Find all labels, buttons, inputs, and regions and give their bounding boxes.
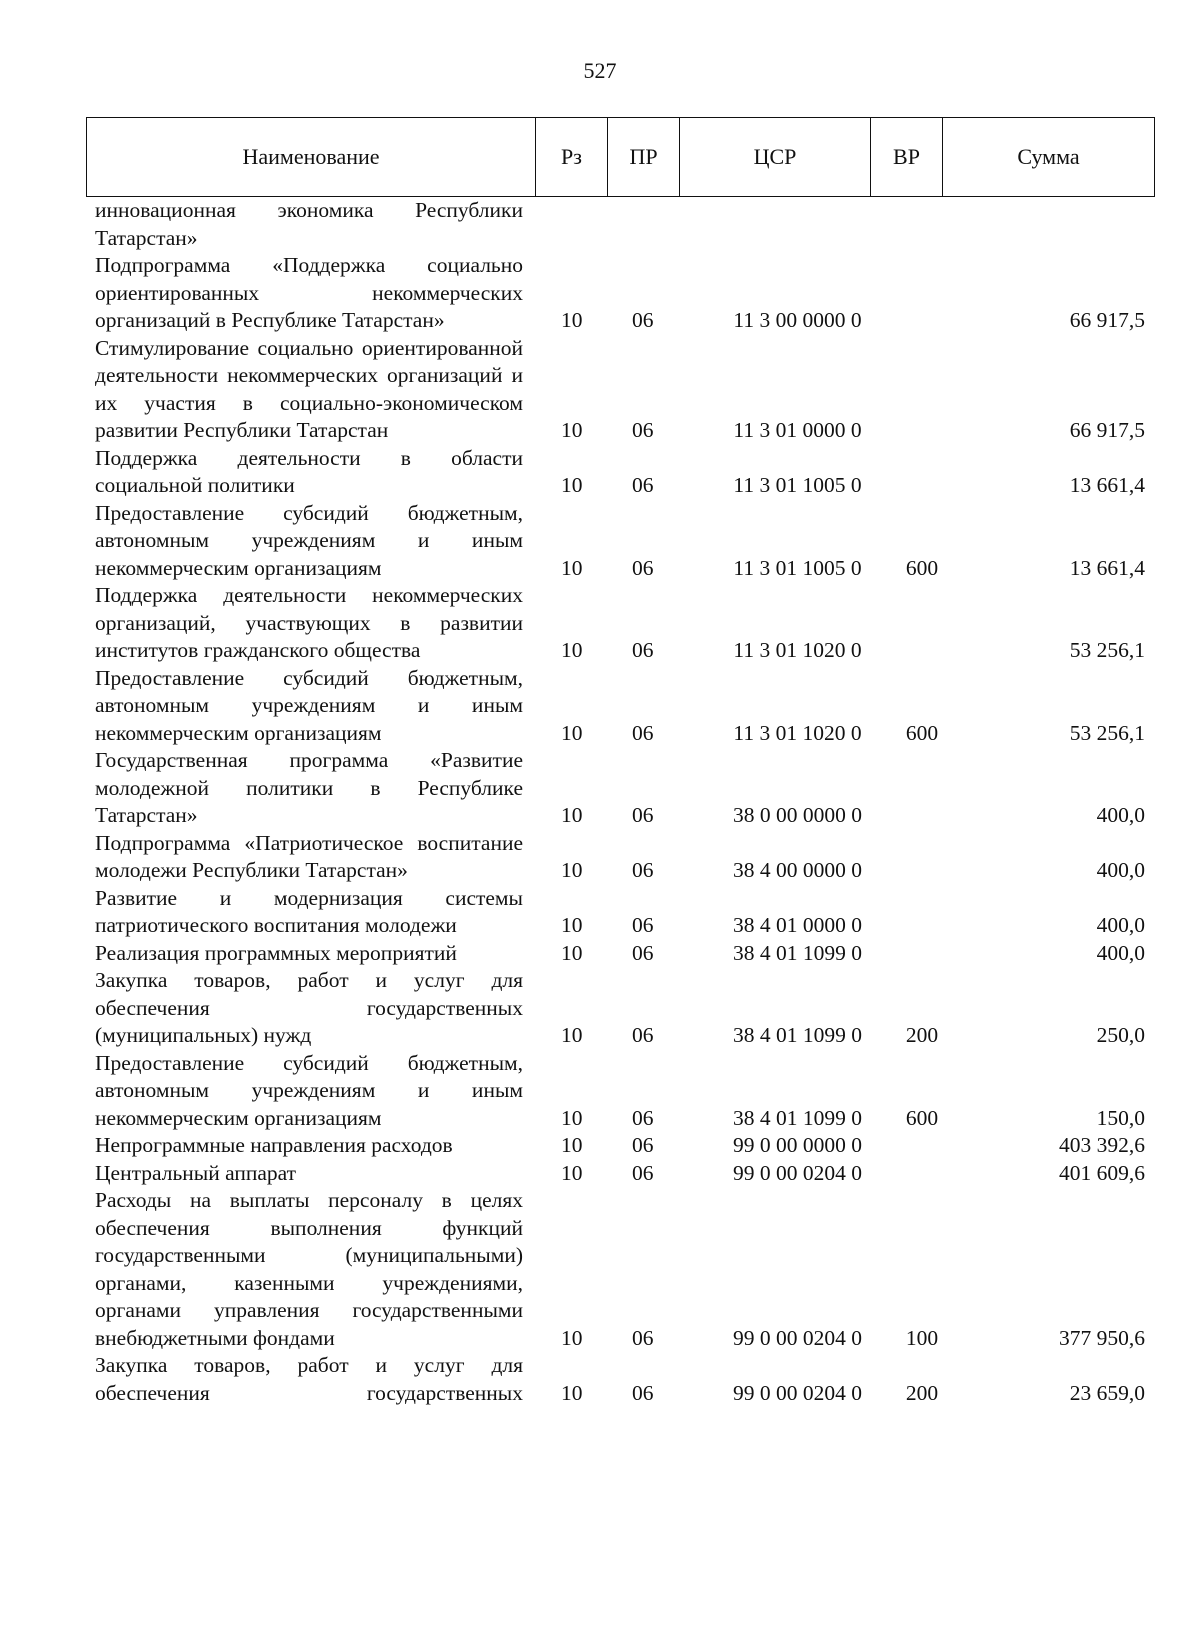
row-name: Поддержка деятельности некоммерческих организаций, участвующих в развитии институтов гражданского общества: [95, 583, 523, 662]
row-sum: 377 950,6: [1059, 1325, 1145, 1350]
row-name: Непрограммные направления расходов: [95, 1133, 453, 1157]
table-row: [95, 1050, 1145, 1133]
row-csr: 11 3 00 0000 0: [733, 308, 862, 332]
row-sum: 401 609,6: [1059, 1160, 1145, 1185]
table-row: [95, 1132, 1145, 1160]
row-csr: 11 3 01 1020 0: [733, 720, 862, 745]
row-rz: 10: [561, 473, 583, 497]
row-sum: 66 917,5: [1069, 308, 1145, 332]
row-pr: 06: [632, 1380, 654, 1405]
row-csr: 38 4 01 1099 0: [733, 1105, 862, 1130]
row-pr: 06: [632, 720, 654, 745]
row-vr: 600: [905, 555, 939, 580]
row-rz: 10: [561, 913, 583, 937]
row-csr: 38 4 01 0000 0: [733, 913, 862, 937]
row-sum: 13 661,4: [1069, 555, 1145, 580]
row-sum: 150,0: [1096, 1105, 1145, 1130]
row-pr: 06: [632, 418, 654, 442]
row-pr: 06: [632, 638, 654, 662]
row-rz: 10: [561, 638, 583, 662]
row-rz: 10: [561, 1160, 583, 1185]
row-csr: 38 4 01 1099 0: [733, 1023, 862, 1047]
table-row: [95, 665, 1145, 748]
row-name: Предоставление субсидий бюджетным, автономным учреждениям и иным некоммерческим организациям: [95, 500, 523, 580]
row-vr: 600: [905, 720, 939, 745]
header-vr: ВР: [871, 118, 943, 196]
row-sum: 53 256,1: [1069, 638, 1145, 662]
row-pr: 06: [632, 803, 654, 827]
row-rz: 10: [561, 720, 583, 745]
row-sum: 13 661,4: [1069, 473, 1145, 497]
row-name: Поддержка деятельности в области социальной политики: [95, 445, 523, 497]
row-sum: 400,0: [1096, 913, 1145, 937]
row-name: Реализация программных мероприятий: [95, 940, 457, 965]
table-row: [95, 1352, 1145, 1407]
row-rz: 10: [561, 803, 583, 827]
row-csr: 99 0 00 0204 0: [733, 1160, 862, 1185]
row-csr: 99 0 00 0000 0: [733, 1133, 862, 1157]
row-name: Подпрограмма «Поддержка социально ориентированных некоммерческих организаций в Республике Татарстан»: [95, 253, 523, 332]
row-pr: 06: [632, 1133, 654, 1157]
table-header: [86, 117, 1155, 197]
header-rz: Рз: [536, 118, 608, 196]
row-csr: 11 3 01 0000 0: [733, 418, 862, 442]
table-row: [95, 747, 1145, 830]
row-rz: 10: [561, 1325, 583, 1350]
row-pr: 06: [632, 1325, 654, 1350]
row-name: Государственная программа «Развитие молодежной политики в Республике Татарстан»: [95, 748, 523, 827]
row-csr: 11 3 01 1005 0: [733, 473, 862, 497]
row-rz: 10: [561, 1023, 583, 1047]
row-pr: 06: [632, 913, 654, 937]
row-name: Закупка товаров, работ и услуг для обеспечения государственных (муниципальных) нужд: [95, 968, 523, 1047]
row-sum: 23 659,0: [1069, 1380, 1145, 1405]
row-sum: 400,0: [1096, 858, 1145, 882]
row-name: Закупка товаров, работ и услуг для обеспечения государственных: [95, 1353, 523, 1405]
row-name: Расходы на выплаты персоналу в целях обеспечения выполнения функций государственными (муниципальными) органами, казенными учреждениями, органами управления государственными внебюджетными фондами: [95, 1188, 523, 1350]
row-pr: 06: [632, 1160, 654, 1185]
row-csr: 99 0 00 0204 0: [733, 1380, 862, 1405]
row-rz: 10: [561, 1133, 583, 1157]
row-rz: 10: [561, 940, 583, 965]
table-row: [95, 197, 1145, 252]
row-csr: 38 4 00 0000 0: [733, 858, 862, 882]
row-rz: 10: [561, 1105, 583, 1130]
table-row: [95, 885, 1145, 940]
table-row: [95, 1160, 1145, 1188]
table-row: [95, 940, 1145, 968]
row-pr: 06: [632, 940, 654, 965]
row-pr: 06: [632, 308, 654, 332]
row-name: Стимулирование социально ориентированной деятельности некоммерческих организаций и их участия в социально-экономическом развитии Республики Татарстан: [95, 335, 523, 442]
row-pr: 06: [632, 473, 654, 497]
header-sum: Сумма: [1017, 144, 1080, 169]
row-vr: 100: [905, 1325, 939, 1350]
row-pr: 06: [632, 555, 654, 580]
row-name: инновационная экономика Республики Татарстан»: [95, 198, 523, 250]
row-csr: 38 0 00 0000 0: [733, 803, 862, 827]
table-row: [95, 1187, 1145, 1352]
row-sum: 53 256,1: [1069, 720, 1145, 745]
row-pr: 06: [632, 858, 654, 882]
row-csr: 11 3 01 1005 0: [733, 555, 862, 580]
table-row: [95, 252, 1145, 335]
table-row: [95, 967, 1145, 1050]
row-sum: 250,0: [1096, 1023, 1145, 1047]
table-row: [95, 582, 1145, 665]
table-row: [95, 335, 1145, 445]
row-rz: 10: [561, 555, 583, 580]
row-sum: 66 917,5: [1069, 418, 1145, 442]
table-body: [95, 197, 1145, 1407]
row-rz: 10: [561, 1380, 583, 1405]
row-name: Центральный аппарат: [95, 1160, 297, 1185]
row-rz: 10: [561, 858, 583, 882]
row-pr: 06: [632, 1023, 654, 1047]
row-csr: 38 4 01 1099 0: [733, 940, 862, 965]
row-csr: 11 3 01 1020 0: [733, 638, 862, 662]
row-csr: 99 0 00 0204 0: [733, 1325, 862, 1350]
row-rz: 10: [561, 418, 583, 442]
row-name: Предоставление субсидий бюджетным, автономным учреждениям и иным некоммерческим организациям: [95, 665, 523, 745]
row-name: Предоставление субсидий бюджетным, автономным учреждениям и иным некоммерческим организациям: [95, 1050, 523, 1130]
header-pr: ПР: [608, 118, 680, 196]
row-name: Развитие и модернизация системы патриотического воспитания молодежи: [95, 885, 523, 937]
row-sum: 400,0: [1096, 940, 1145, 965]
row-pr: 06: [632, 1105, 654, 1130]
row-name: Подпрограмма «Патриотическое воспитание молодежи Республики Татарстан»: [95, 830, 523, 882]
row-rz: 10: [561, 308, 583, 332]
page-number: 527: [583, 58, 617, 83]
table-row: [95, 830, 1145, 885]
row-vr: 200: [905, 1023, 939, 1047]
row-sum: 403 392,6: [1059, 1133, 1145, 1157]
row-vr: 200: [905, 1380, 939, 1405]
header-name: Наименование: [87, 118, 536, 196]
table-row: [95, 445, 1145, 500]
table-row: [95, 500, 1145, 583]
header-csr: ЦСР: [680, 118, 871, 196]
row-vr: 600: [905, 1105, 939, 1130]
row-sum: 400,0: [1096, 803, 1145, 827]
